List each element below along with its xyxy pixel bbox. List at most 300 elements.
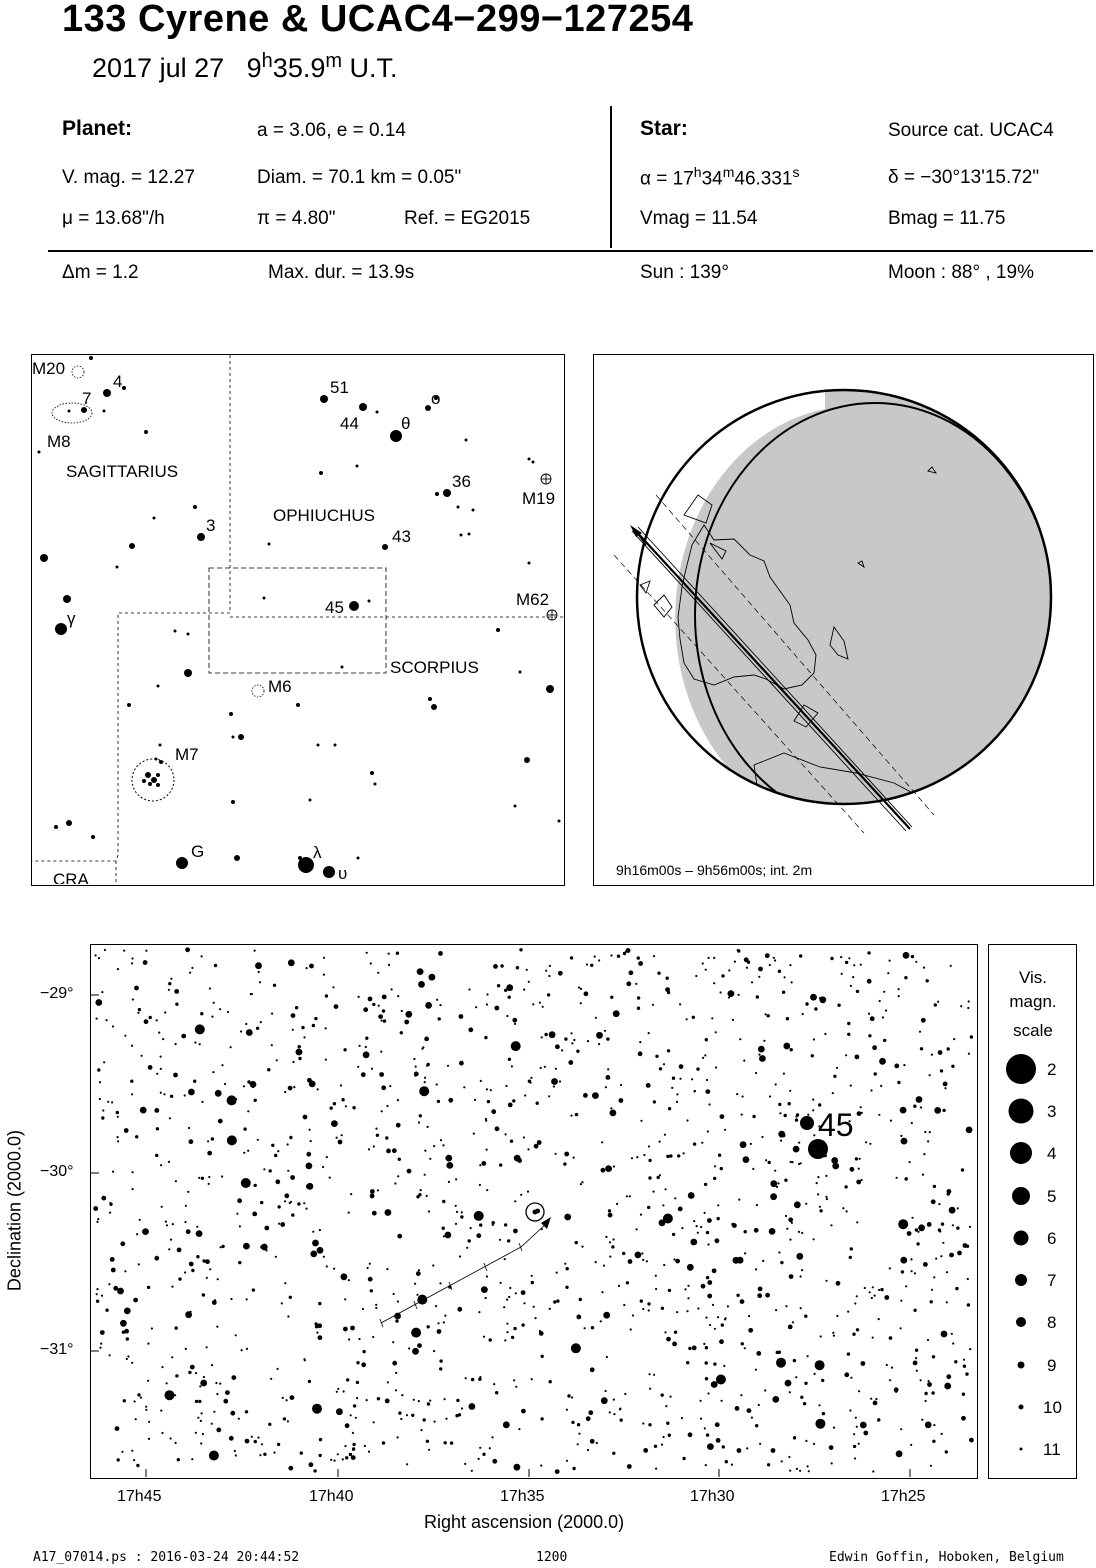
field-star — [171, 1286, 173, 1288]
field-star — [931, 1391, 934, 1394]
field-star — [438, 951, 443, 956]
field-star — [140, 1397, 142, 1399]
field-star — [874, 1072, 877, 1075]
label-36: 36 — [452, 472, 471, 491]
label-theta: θ — [401, 414, 411, 433]
field-star — [151, 1327, 153, 1329]
field-star — [825, 1196, 827, 1198]
label-sagittarius: SAGITTARIUS — [66, 462, 179, 481]
field-star — [356, 1397, 358, 1399]
field-star — [389, 1085, 391, 1087]
field-star — [503, 1421, 510, 1428]
field-star — [586, 963, 588, 965]
field-star — [209, 987, 211, 989]
field-star — [744, 1347, 746, 1349]
field-star — [514, 1200, 516, 1202]
field-star — [694, 1090, 696, 1092]
field-star — [712, 1304, 714, 1306]
field-star — [414, 1283, 416, 1285]
field-star — [137, 1393, 140, 1396]
field-star — [199, 1385, 201, 1387]
field-star — [313, 1469, 316, 1472]
label-4: 4 — [113, 372, 123, 391]
field-star — [344, 1298, 346, 1300]
field-star — [666, 977, 669, 980]
field-star — [818, 1404, 820, 1406]
field-star — [457, 1307, 462, 1312]
field-star — [925, 1400, 927, 1402]
field-star — [913, 1361, 918, 1366]
field-star — [915, 961, 917, 963]
field-star — [372, 1336, 374, 1338]
field-star — [584, 991, 589, 996]
field-star — [376, 1134, 379, 1137]
field-star — [414, 1072, 419, 1077]
field-star — [837, 1004, 840, 1007]
field-star — [773, 957, 775, 959]
field-star — [373, 1421, 375, 1423]
field-star — [771, 1448, 776, 1453]
field-star — [160, 1068, 162, 1070]
field-star — [404, 1020, 409, 1025]
field-star — [798, 1231, 800, 1233]
field-star — [420, 1189, 422, 1191]
field-star — [930, 1300, 933, 1303]
field-star — [612, 1452, 615, 1455]
field-star — [100, 1343, 102, 1345]
field-star — [365, 1046, 367, 1048]
field-star — [254, 1099, 257, 1102]
field-star — [542, 1006, 544, 1008]
field-star — [765, 1293, 770, 1298]
field-star — [610, 954, 612, 956]
field-star — [417, 1343, 422, 1348]
field-star — [434, 1421, 436, 1423]
legend-title-line2: magn. — [1009, 992, 1057, 1011]
field-star — [691, 1078, 693, 1080]
field-star — [676, 1093, 678, 1095]
field-star — [106, 1019, 108, 1021]
field-star — [131, 1450, 133, 1452]
field-star — [170, 1239, 172, 1241]
field-star — [875, 1398, 877, 1400]
field-star — [855, 1417, 857, 1419]
field-star — [455, 1205, 457, 1207]
field-star — [305, 1208, 307, 1210]
field-star — [789, 964, 791, 966]
field-star — [556, 1272, 558, 1274]
field-star — [833, 1427, 835, 1429]
field-star — [600, 1320, 602, 1322]
field-star — [671, 1087, 673, 1089]
field-star — [637, 996, 640, 999]
field-star — [927, 1382, 932, 1387]
field-star — [700, 1400, 702, 1402]
field-star — [692, 1016, 695, 1019]
field-star — [925, 1422, 932, 1429]
field-star — [712, 1268, 717, 1273]
field-star — [803, 1402, 806, 1405]
finder-chart — [31, 354, 565, 886]
field-star — [505, 1133, 507, 1135]
field-star — [580, 988, 582, 990]
field-star — [719, 1339, 724, 1344]
field-star — [506, 1331, 508, 1333]
field-star — [898, 995, 900, 997]
field-star — [916, 1242, 919, 1245]
field-star — [682, 1457, 685, 1460]
field-star — [754, 1228, 759, 1233]
field-star — [318, 1335, 323, 1340]
field-star — [844, 1372, 849, 1377]
field-star — [805, 1002, 808, 1005]
field-star — [530, 1077, 532, 1079]
field-star — [847, 1352, 850, 1355]
field-star — [769, 964, 771, 966]
field-star — [246, 1348, 248, 1350]
field-star — [99, 1347, 101, 1349]
field-star — [778, 1351, 781, 1354]
field-star — [383, 1019, 386, 1022]
field-star — [200, 1442, 202, 1444]
field-star — [930, 1465, 932, 1467]
field-star — [388, 964, 390, 966]
field-star — [277, 1368, 279, 1370]
field-star — [290, 1395, 295, 1400]
field-star — [235, 1454, 237, 1456]
field-star — [756, 995, 759, 998]
field-star — [713, 957, 715, 959]
field-star — [245, 1023, 247, 1025]
field-star — [793, 1146, 800, 1153]
field-star — [323, 1256, 325, 1258]
field-star — [500, 964, 503, 967]
field-star — [963, 1365, 966, 1368]
star-vmag: Vmag = 11.54 — [640, 208, 758, 229]
field-star — [900, 1107, 907, 1114]
field-star — [215, 1382, 217, 1384]
field-star — [132, 1188, 134, 1190]
field-star — [860, 1106, 862, 1108]
field-star — [531, 1281, 534, 1284]
field-star — [397, 1099, 399, 1101]
field-star — [411, 1328, 421, 1338]
field-star — [544, 1066, 546, 1068]
field-star — [229, 1436, 234, 1441]
field-star — [769, 1095, 771, 1097]
field-star — [131, 1093, 133, 1095]
field-star — [927, 1140, 929, 1142]
field-star — [802, 1013, 804, 1015]
field-star — [853, 964, 855, 966]
field-star — [613, 1165, 615, 1167]
field-star — [800, 1307, 802, 1309]
label-45: 45 — [325, 598, 344, 617]
field-star — [705, 1317, 707, 1319]
field-star — [428, 1210, 430, 1212]
field-star — [595, 1017, 597, 1019]
field-star — [181, 1034, 186, 1039]
field-star — [707, 1280, 712, 1285]
field-star — [815, 1360, 825, 1370]
field-star — [613, 1010, 620, 1017]
field-star — [527, 1148, 529, 1150]
field-star — [493, 1383, 495, 1385]
field-star — [916, 1096, 923, 1103]
field-star — [196, 1255, 199, 1258]
field-star — [375, 1307, 377, 1309]
field-star — [139, 1219, 141, 1221]
field-star — [548, 975, 550, 977]
field-star — [618, 1285, 620, 1287]
field-star — [571, 1396, 573, 1398]
chart-ticks — [91, 995, 910, 1477]
field-star — [785, 1380, 792, 1387]
field-star — [637, 1007, 640, 1010]
field-star — [297, 1202, 300, 1205]
field-star — [275, 1256, 277, 1258]
field-star — [534, 1144, 539, 1149]
field-star — [301, 1026, 304, 1029]
field-star — [727, 1305, 729, 1307]
field-star — [470, 1227, 472, 1229]
field-star — [395, 1372, 397, 1374]
field-star — [423, 1418, 426, 1421]
field-star — [708, 957, 710, 959]
field-star — [900, 1327, 902, 1329]
label-cra: CRA — [53, 870, 89, 884]
field-star — [381, 1020, 383, 1022]
field-star — [598, 1043, 600, 1045]
field-star — [788, 1217, 793, 1222]
field-star — [521, 1409, 526, 1414]
field-star — [900, 1300, 902, 1302]
field-star — [412, 1348, 419, 1355]
field-star — [872, 1286, 874, 1288]
field-star — [155, 1154, 158, 1157]
field-star — [864, 1287, 866, 1289]
field-star — [258, 971, 260, 973]
field-star — [679, 1064, 684, 1069]
field-star — [681, 1417, 683, 1419]
field-star — [596, 1032, 603, 1039]
field-star — [643, 1154, 645, 1156]
field-star — [193, 1080, 196, 1083]
field-star — [160, 1164, 162, 1166]
field-star — [245, 1439, 250, 1444]
field-star — [858, 1390, 860, 1392]
field-star — [620, 1084, 622, 1086]
field-star — [966, 1127, 973, 1134]
field-star — [424, 1150, 426, 1152]
field-star — [161, 1206, 163, 1208]
field-star — [558, 971, 563, 976]
field-star — [870, 1089, 872, 1091]
field-star — [372, 1003, 375, 1006]
field-star — [626, 1281, 629, 1284]
field-star — [810, 994, 817, 1001]
field-star — [945, 1450, 948, 1453]
legend-mag-9: 9 — [1047, 1356, 1057, 1375]
field-star — [778, 1103, 781, 1106]
field-star — [922, 1174, 924, 1176]
field-star — [929, 1074, 931, 1076]
field-star — [478, 1458, 480, 1460]
field-star — [350, 1193, 352, 1195]
field-star — [868, 1013, 870, 1015]
field-star — [191, 1269, 194, 1272]
field-star — [227, 1011, 229, 1013]
field-star — [270, 1378, 272, 1380]
field-star — [847, 1022, 850, 1025]
field-star — [156, 1073, 158, 1075]
field-star — [337, 1388, 339, 1390]
field-star — [345, 1456, 348, 1459]
field-star — [553, 1300, 556, 1303]
field-star — [99, 1098, 101, 1100]
field-star — [386, 1149, 391, 1154]
field-star — [124, 1270, 126, 1272]
field-star — [200, 1420, 202, 1422]
field-star — [375, 1128, 377, 1130]
field-star — [572, 1467, 575, 1470]
field-star — [713, 1362, 716, 1365]
field-star — [819, 1209, 822, 1212]
field-star — [97, 1068, 100, 1071]
field-star — [413, 1058, 415, 1060]
field-star — [521, 1323, 524, 1326]
field-star — [166, 1382, 168, 1384]
field-star — [676, 1311, 678, 1313]
field-star — [688, 1432, 693, 1437]
field-star — [700, 1418, 702, 1420]
field-star — [124, 1128, 129, 1133]
field-star — [824, 1033, 826, 1035]
y-axis-label: Declination (2000.0) — [4, 1129, 25, 1292]
sun-elongation: Sun : 139° — [640, 262, 729, 283]
star-source-catalog: Source cat. UCAC4 — [888, 120, 1054, 141]
field-star — [99, 1081, 101, 1083]
field-star — [123, 950, 125, 952]
field-star — [184, 1094, 186, 1096]
field-star — [300, 1451, 303, 1454]
field-star — [396, 952, 399, 955]
field-star — [274, 1154, 277, 1157]
field-star — [849, 1409, 851, 1411]
field-star — [126, 1358, 128, 1360]
field-star — [142, 1228, 149, 1235]
field-star — [105, 1309, 108, 1312]
field-star — [317, 1088, 319, 1090]
field-star — [493, 964, 498, 969]
field-star — [547, 993, 550, 996]
field-star — [400, 1031, 403, 1034]
star-45-label: 45 — [818, 1107, 854, 1143]
field-star — [915, 1349, 918, 1352]
field-star — [277, 1443, 280, 1446]
field-star — [696, 1067, 699, 1070]
field-star — [830, 957, 833, 960]
field-star — [932, 1355, 935, 1358]
field-star — [358, 996, 360, 998]
field-star — [620, 1418, 623, 1421]
field-star — [411, 1414, 414, 1417]
field-star — [655, 1055, 658, 1058]
asteroid-track — [380, 1217, 551, 1327]
field-star — [938, 1203, 940, 1205]
legend-dots — [1006, 1054, 1036, 1451]
field-star — [706, 1433, 709, 1436]
field-star — [191, 1458, 193, 1460]
field-star — [406, 1414, 408, 1416]
field-star — [794, 1201, 801, 1208]
field-star — [309, 964, 314, 969]
field-star — [461, 1407, 463, 1409]
field-star — [796, 1253, 803, 1260]
field-star — [135, 1418, 137, 1420]
field-star — [648, 1159, 651, 1162]
field-star — [490, 1089, 492, 1091]
field-star — [165, 1390, 175, 1400]
field-star — [448, 1098, 453, 1103]
field-star — [459, 1255, 461, 1257]
field-star — [578, 986, 580, 988]
field-star — [481, 1286, 488, 1293]
field-star — [333, 1268, 335, 1270]
field-star — [659, 1141, 661, 1143]
field-star — [137, 1012, 139, 1014]
field-star — [445, 1232, 452, 1239]
field-star — [663, 1436, 665, 1438]
label-7: 7 — [82, 389, 92, 408]
field-star — [371, 1068, 373, 1070]
field-star — [392, 1361, 397, 1366]
field-star — [793, 1359, 796, 1362]
field-star — [256, 1027, 259, 1030]
field-star — [763, 1040, 765, 1042]
field-star — [201, 1177, 204, 1180]
field-star — [564, 1263, 566, 1265]
field-star — [566, 1267, 569, 1270]
field-star — [924, 1392, 927, 1395]
field-star — [714, 1328, 716, 1330]
field-star — [475, 1006, 477, 1008]
field-star — [702, 1057, 704, 1059]
field-star — [397, 1234, 402, 1239]
field-star — [800, 1396, 803, 1399]
field-star — [776, 1358, 786, 1368]
field-star — [653, 955, 655, 957]
field-star — [144, 1019, 149, 1024]
field-star — [668, 1107, 671, 1110]
field-star — [785, 1305, 787, 1307]
field-star — [664, 1331, 666, 1333]
field-star — [782, 1134, 785, 1137]
field-star — [267, 1068, 270, 1071]
field-star — [382, 1441, 385, 1444]
field-star — [236, 1213, 238, 1215]
field-star — [711, 1017, 713, 1019]
field-star — [250, 993, 252, 995]
field-star — [345, 1423, 350, 1428]
field-star — [758, 1404, 760, 1406]
field-star — [896, 1450, 903, 1457]
field-star — [880, 1288, 883, 1291]
star-chart-svg — [91, 945, 976, 1477]
legend-title-line3: scale — [1013, 1021, 1053, 1040]
field-star — [705, 1346, 708, 1349]
field-star — [385, 1399, 390, 1404]
